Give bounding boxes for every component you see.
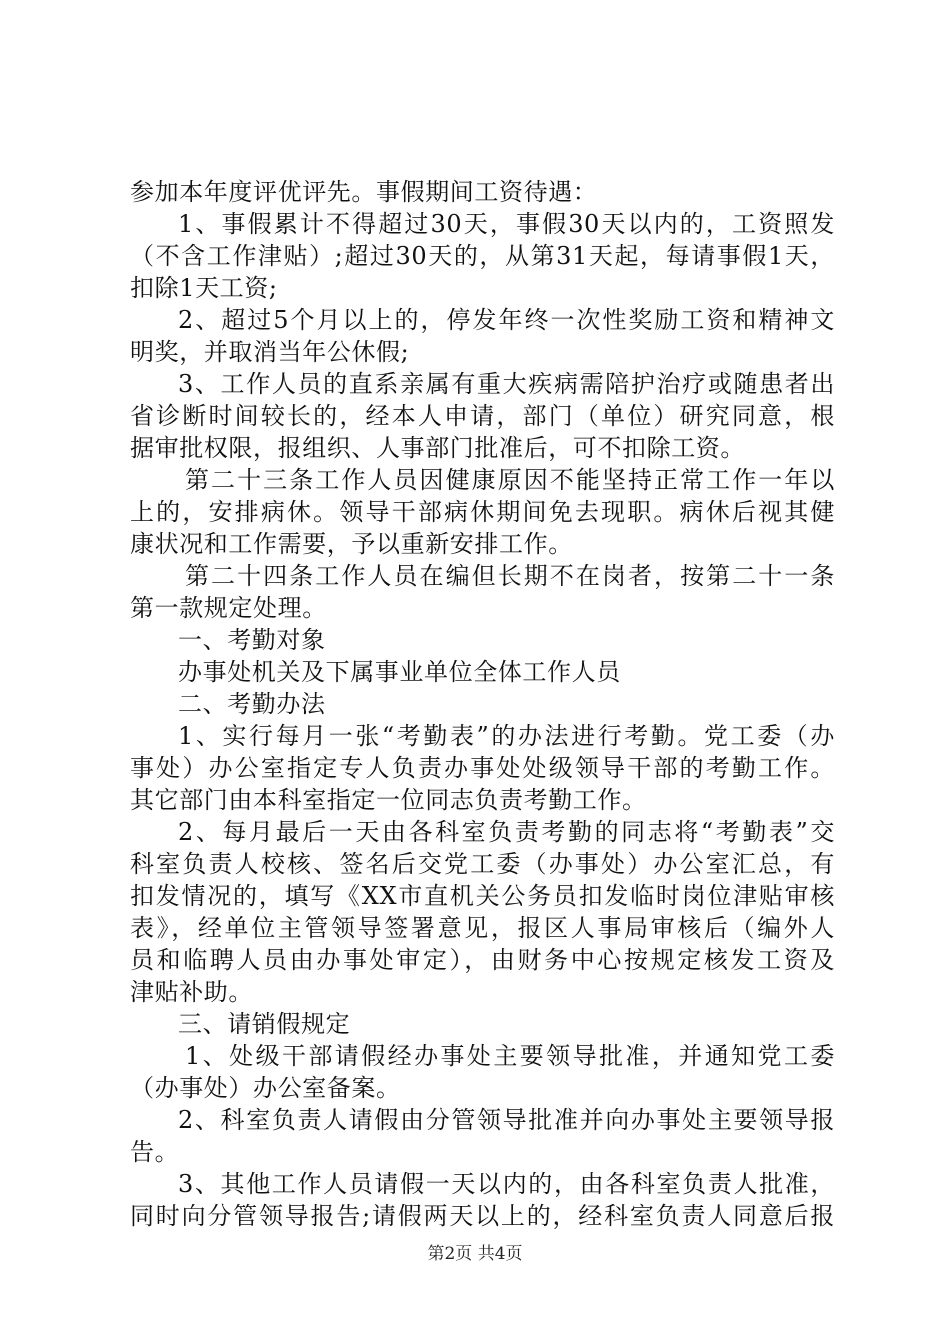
text-line-28: 1、处级干部请假经办事处主要领导批准，并通知党工委	[185, 1042, 835, 1070]
text-line-21: 2、每月最后一天由各科室负责考勤的同志将“考勤表”交	[178, 818, 835, 846]
text-line-2: 1、事假累计不得超过30天，事假30天以内的，工资照发	[178, 210, 835, 238]
text-line-8: 省诊断时间较长的，经本人申请，部门（单位）研究同意，根	[130, 402, 835, 430]
text-line-29: （办事处）办公室备案。	[130, 1074, 401, 1102]
text-line-5: 2、超过5个月以上的，停发年终一次性奖励工资和精神文	[178, 306, 835, 334]
text-line-26: 津贴补助。	[130, 978, 253, 1006]
text-line-23: 扣发情况的，填写《XX市直机关公务员扣发临时岗位津贴审核	[130, 882, 835, 910]
text-line-9: 据审批权限，报组织、人事部门批准后，可不扣除工资。	[130, 434, 745, 462]
text-line-6: 明奖，并取消当年公休假;	[130, 338, 410, 366]
text-line-12: 康状况和工作需要，予以重新安排工作。	[130, 530, 573, 558]
text-line-13: 第二十四条工作人员在编但长期不在岗者，按第二十一条	[185, 562, 835, 590]
section-heading-2: 二、考勤办法	[178, 690, 326, 718]
text-line-24: 表》，经单位主管领导签署意见，报区人事局审核后（编外人	[130, 914, 835, 942]
text-line-7: 3、工作人员的直系亲属有重大疾病需陪护治疗或随患者出	[178, 370, 835, 398]
text-line-20: 其它部门由本科室指定一位同志负责考勤工作。	[130, 786, 647, 814]
text-line-3: （不含工作津贴）;超过30天的，从第31天起，每请事假1天，	[130, 242, 835, 270]
text-line-19: 事处）办公室指定专人负责办事处处级领导干部的考勤工作。	[130, 754, 835, 782]
text-line-32: 3、其他工作人员请假一天以内的，由各科室负责人批准，	[178, 1170, 835, 1198]
text-line-11: 上的，安排病休。领导干部病休期间免去现职。病休后视其健	[130, 498, 835, 526]
text-line-14: 第一款规定处理。	[130, 594, 327, 622]
text-line-10: 第二十三条工作人员因健康原因不能坚持正常工作一年以	[185, 466, 835, 494]
text-line-25: 员和临聘人员由办事处审定），由财务中心按规定核发工资及	[130, 946, 835, 974]
text-line-1: 参加本年度评优评先。事假期间工资待遇：	[130, 178, 598, 206]
text-line-22: 科室负责人校核、签名后交党工委（办事处）办公室汇总，有	[130, 850, 835, 878]
text-line-18: 1、实行每月一张“考勤表”的办法进行考勤。党工委（办	[178, 722, 835, 750]
section-heading-3: 三、请销假规定	[178, 1010, 351, 1038]
text-line-30: 2、科室负责人请假由分管领导批准并向办事处主要领导报	[178, 1106, 835, 1134]
text-line-4: 扣除1天工资;	[130, 274, 278, 302]
text-line-16: 办事处机关及下属事业单位全体工作人员	[178, 658, 621, 686]
page-footer: 第2页 共4页	[427, 1244, 523, 1264]
text-line-31: 告。	[130, 1138, 180, 1166]
section-heading-1: 一、考勤对象	[178, 626, 326, 654]
text-line-33: 同时向分管领导报告;请假两天以上的，经科室负责人同意后报	[130, 1202, 835, 1230]
